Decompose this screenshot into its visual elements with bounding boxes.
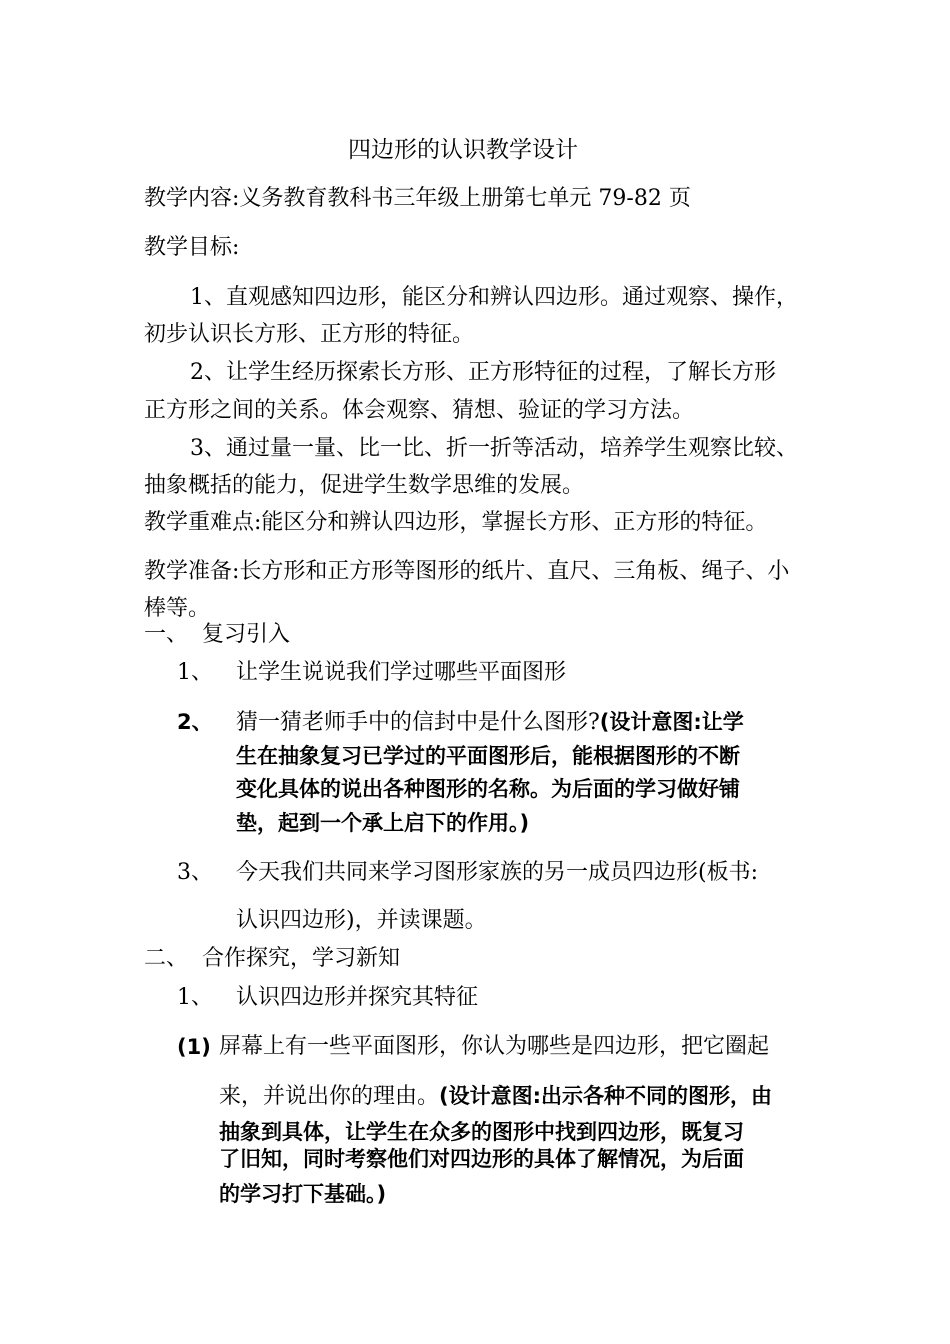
s1-item1-text: 让学生说说我们学过哪些平面图形 <box>236 660 567 685</box>
s1-item1-number: 1、 <box>177 660 213 685</box>
prep-line2: 棒等。 <box>144 596 211 621</box>
s1-item2-line4: 垫，起到一个承上启下的作用。) <box>236 811 530 835</box>
prep-line1: 教学准备:长方形和正方形等图形的纸片、直尺、三角板、绳子、小 <box>144 559 790 584</box>
section1-heading: 复习引入 <box>202 622 291 647</box>
s1-item2-line2: 生在抽象复习已学过的平面图形后，能根据图形的不断 <box>236 744 740 768</box>
s2-sub1-line2 <box>219 1081 772 1112</box>
s2-item1-number: 1、 <box>177 985 213 1010</box>
s2-sub1-line1: 屏幕上有一些平面图形，你认为哪些是四边形，把它圈起 <box>219 1034 770 1059</box>
goal2-line2: 正方形之间的关系。体会观察、猜想、验证的学习方法。 <box>144 398 695 423</box>
section2-number: 二、 <box>144 946 189 971</box>
s1-item2-line1 <box>236 707 744 738</box>
s2-sub1-line5: 的学习打下基础。) <box>219 1182 387 1206</box>
section1-number: 一、 <box>144 622 189 647</box>
s1-item2-number: 2、 <box>177 710 213 734</box>
s1-item2-line3: 变化具体的说出各种图形的名称。为后面的学习做好铺 <box>236 777 740 801</box>
s1-item3-number: 3、 <box>177 860 213 885</box>
s2-sub1-number: (1) <box>177 1035 211 1059</box>
s1-item3-line1: 今天我们共同来学习图形家族的另一成员四边形(板书: <box>236 860 758 885</box>
goal1-line1: 1、直观感知四边形，能区分和辨认四边形。通过观察、操作， <box>190 285 798 310</box>
key-points-line: 教学重难点:能区分和辨认四边形，掌握长方形、正方形的特征。 <box>144 510 768 535</box>
s2-sub1-line4: 了旧知，同时考察他们对四边形的具体了解情况，为后面 <box>219 1147 744 1171</box>
section2-heading: 合作探究，学习新知 <box>202 946 401 971</box>
goal3-line2: 抽象概括的能力，促进学生数学思维的发展。 <box>144 473 585 498</box>
s2-sub1-line2-bold: (设计意图:出示各种不同的图形，由 <box>439 1084 773 1108</box>
content-line: 教学内容:义务教育教科书三年级上册第七单元 79-82 页 <box>144 186 691 211</box>
s1-item3-line2: 认识四边形)，并读课题。 <box>236 908 487 933</box>
s2-item1-text: 认识四边形并探究其特征 <box>236 985 479 1010</box>
s2-sub1-line3: 抽象到具体，让学生在众多的图形中找到四边形，既复习 <box>219 1120 744 1144</box>
s1-item2-line1-normal: 猜一猜老师手中的信封中是什么图形? <box>236 710 600 735</box>
goal3-line1: 3、通过量一量、比一比、折一折等活动，培养学生观察比较、 <box>190 436 798 461</box>
goal1-line2: 初步认识长方形、正方形的特征。 <box>144 322 475 347</box>
s1-item2-line1-bold: (设计意图:让学 <box>599 710 744 734</box>
goals-heading: 教学目标: <box>144 235 240 260</box>
goal2-line1: 2、让学生经历探索长方形、正方形特征的过程，了解长方形 <box>190 360 776 385</box>
document-title: 四边形的认识教学设计 <box>348 137 578 163</box>
s2-sub1-line2-normal: 来，并说出你的理由。 <box>219 1084 440 1109</box>
